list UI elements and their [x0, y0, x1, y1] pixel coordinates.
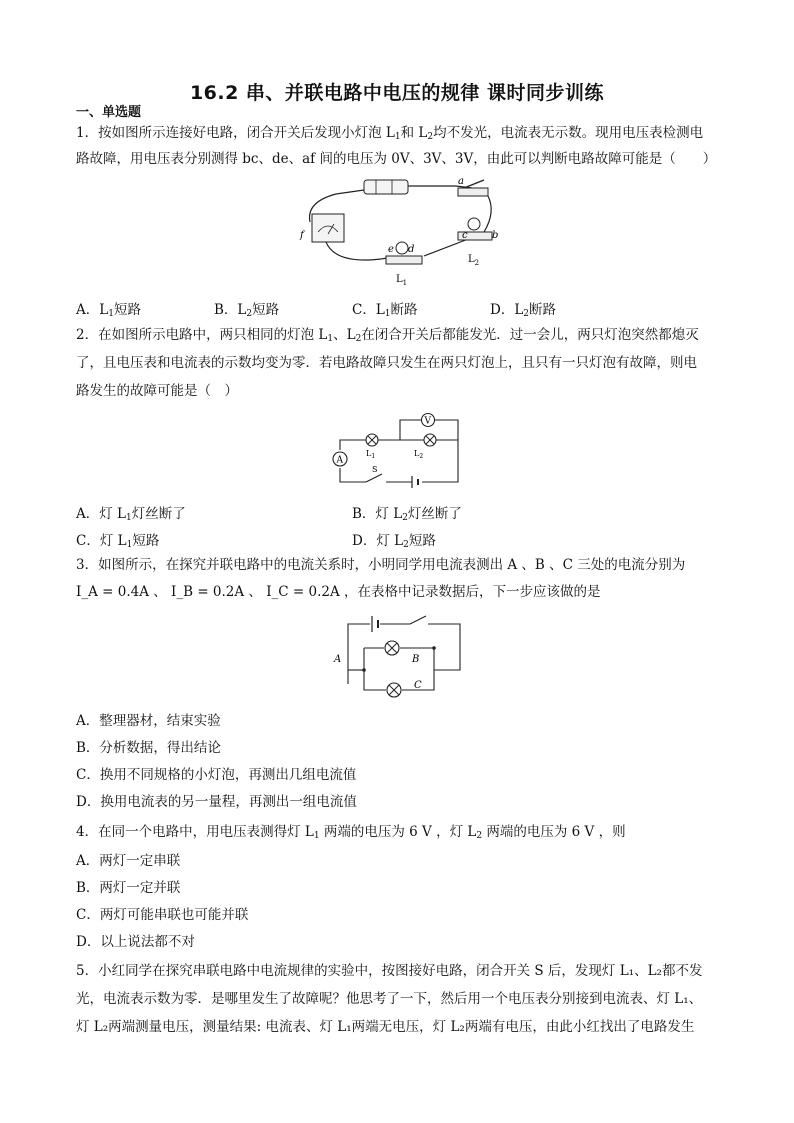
q2-switch-label: S — [372, 465, 378, 474]
question-3-line-2: I_A = 0.4A 、 I_B = 0.2A 、 I_C = 0.2A ，在表格中记录数据后，下一步应该做的是 — [76, 584, 601, 600]
q2-voltmeter-label: V — [424, 416, 431, 427]
question-5-line-1: 5．小红同学在探究串联电路中电流规律的实验中，按图接好电路，闭合开关 S 后，发现灯 L₁、L₂都不发 — [76, 963, 703, 979]
question-1-line-2: 路故障，用电压表分别测得 bc、de、af 间的电压为 0V、3V、3V，由此可以判断电路故障可能是（ ） — [76, 151, 717, 167]
q2-circuit-figure — [326, 410, 466, 492]
q2-switch — [366, 474, 382, 482]
q1-text-b: 和 L — [400, 125, 428, 141]
q2-option-a[interactable]: A．灯 $L_1$灯丝断了 — [76, 506, 186, 523]
q1-bulb-l2 — [468, 218, 480, 230]
question-2-line-1: 2．在如图所示电路中，两只相同的灯泡 $L_1$、$L_2$在闭合开关后都能发光．过一会儿，两只灯泡突然都熄灭 — [76, 327, 699, 344]
q3-switch — [410, 616, 426, 624]
question-2-line-2: 了，且电压表和电流表的示数均变为零．若电路故障只发生在两只灯泡上，且只有一只灯泡有故障，则电 — [76, 355, 697, 371]
q3-circuit-figure — [330, 612, 466, 702]
q2-label-l2: $L_2$ — [414, 449, 424, 460]
question-2-line-3: 路发生的故障可能是（ ） — [76, 383, 238, 399]
q1-label-l2: $L_2$ — [468, 254, 480, 267]
q2-option-d[interactable]: D．灯 $L_2$短路 — [352, 533, 436, 550]
q1-text-c: 均不发光，电流表无示数。现用电压表检测电 — [433, 125, 704, 141]
q1-label-d: d — [408, 244, 415, 255]
q1-option-b[interactable]: B．$L_2$短路 — [214, 302, 280, 319]
q1-label-a: a — [458, 176, 464, 187]
q1-switch — [458, 188, 488, 196]
question-4-line-1: 4．在同一个电路中，用电压表测得灯 $L_1$ 两端的电压为 6 V ，灯 $L_2$ 两端的电压为 6 V ，则 — [76, 824, 626, 841]
q1-label-c: c — [462, 230, 468, 241]
question-5-line-2: 光，电流表示数为零．是哪里发生了故障呢？他思考了一下，然后用一个电压表分别接到电流表、灯 L₁、 — [76, 991, 703, 1007]
q1-bulb-l1 — [396, 242, 408, 254]
q1-sub-b: 2 — [427, 132, 434, 142]
q3-label-b: B — [412, 654, 420, 665]
q1-option-d[interactable]: D．$L_2$断路 — [490, 302, 557, 319]
q2-option-c[interactable]: C．灯 $L_1$短路 — [76, 533, 160, 550]
q1-bulb-l1-base — [386, 256, 422, 264]
q1-label-e: e — [388, 244, 394, 255]
q1-label-b: b — [492, 230, 499, 241]
q1-label-l1: $L_1$ — [396, 274, 408, 287]
q1-option-c[interactable]: C．$L_1$断路 — [352, 302, 418, 319]
q1-text-a: 1．按如图所示连接好电路，闭合开关后发现小灯泡 L — [76, 125, 395, 141]
q2-label-l1: $L_1$ — [366, 449, 376, 460]
q1-wire-bottom — [326, 242, 388, 260]
q4-option-c[interactable]: C．两灯可能串联也可能并联 — [76, 907, 249, 923]
q2-ammeter-label: A — [336, 455, 343, 466]
q2-lamp-l1 — [366, 434, 378, 446]
q3-label-c: C — [414, 680, 422, 691]
q1-circuit-figure — [296, 172, 506, 290]
q3-label-a: A — [334, 654, 342, 665]
q4-option-b[interactable]: B．两灯一定并联 — [76, 880, 181, 896]
q3-lamp-lower — [387, 683, 401, 697]
q2-option-b[interactable]: B．灯 $L_2$灯丝断了 — [352, 506, 462, 523]
q3-lamp-upper — [385, 641, 399, 655]
q1-battery — [364, 180, 408, 194]
q3-option-c[interactable]: C．换用不同规格的小灯泡，再测出几组电流值 — [76, 767, 357, 783]
q2-lamp-l2 — [424, 434, 436, 446]
question-1-line-1 — [76, 124, 703, 146]
question-3-line-1: 3．如图所示，在探究并联电路中的电流关系时，小明同学用电流表测出 A 、B 、C 三处的电流分别为 — [76, 557, 686, 573]
q1-label-f: f — [300, 230, 304, 241]
q1-wire-right — [484, 196, 491, 232]
q1-sub-a: 1 — [394, 132, 401, 142]
section-heading: 一、单选题 — [76, 105, 142, 120]
q3-option-a[interactable]: A．整理器材，结束实验 — [76, 713, 221, 729]
q1-option-a[interactable]: A．$L_1$短路 — [76, 302, 141, 319]
q4-option-a[interactable]: A．两灯一定串联 — [76, 853, 181, 869]
q3-option-b[interactable]: B．分析数据，得出结论 — [76, 740, 221, 756]
q1-ammeter — [312, 214, 344, 242]
question-5-line-3: 灯 L₂两端测量电压，测量结果: 电流表、灯 L₁两端无电压，灯 L₂两端有电压，由此小红找出了电路发生 — [76, 1019, 695, 1035]
page-title: 16.2 串、并联电路中电压的规律 课时同步训练 — [189, 82, 605, 104]
q4-option-d[interactable]: D．以上说法都不对 — [76, 934, 195, 950]
q3-option-d[interactable]: D．换用电流表的另一量程，再测出一组电流值 — [76, 794, 357, 810]
